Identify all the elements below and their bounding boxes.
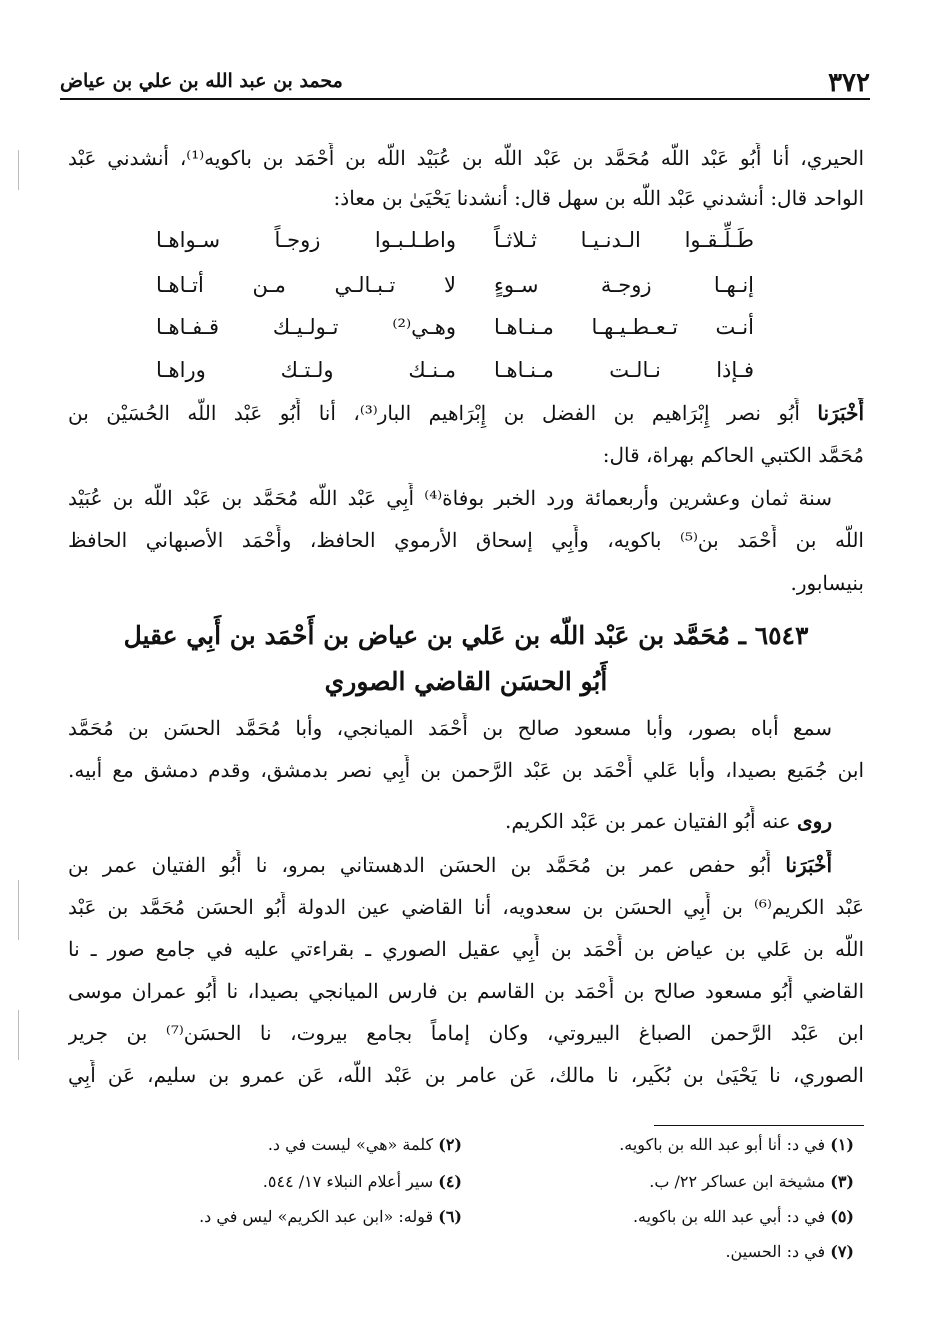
entry-body-line-1: سمع أباه بصور، وأبا مسعود صالح بن أَحْمَد الميانجي، وأبا مُحَمَّد الحسَن بن مُحَمَّد — [68, 716, 832, 740]
death-line-2: اللّه بن أَحْمَد بن⁽⁵⁾ باكويه، وأَبِي إسحاق الأرموي الحافظ، وأَحْمَد الأصبهاني الحافظ — [68, 528, 864, 552]
footnote-7 — [464, 1240, 854, 1264]
verse-first-hemistich: طَـلِّـقـوا الـدنـيـا ثـلاثـاً — [494, 228, 754, 252]
scan-margin-mark — [18, 150, 19, 190]
header-rule — [60, 98, 870, 100]
verse-second-hemistich: مـنـك ولـتـك وراهـا — [156, 358, 456, 382]
footnote-4 — [62, 1170, 462, 1194]
footnote-number: (٤) — [438, 1172, 462, 1191]
akhbarana-2-line-6: الصوري، نا يَحْيَىٰ بن بُكَير، نا مالك، عَن عامر بن عَبْد اللّه، عَن عمرو بن سليم، عَن أَبِي — [68, 1063, 864, 1087]
footnote-number: (٢) — [438, 1135, 462, 1154]
footnote-6 — [62, 1205, 462, 1229]
verse-second-hemistich: لا تـبـالـي مـن أتـاهـا — [156, 273, 456, 297]
footnote-number: (٦) — [438, 1207, 462, 1226]
akhbarana-1-line-2: مُحَمَّد الكتبي الحاكم بهراة، قال: — [602, 443, 864, 467]
footnote-5 — [464, 1205, 854, 1229]
page-header — [60, 60, 870, 100]
rawa-text: عنه أَبُو الفتيان عمر بن عَبْد الكريم. — [504, 809, 791, 833]
akhbarana-2-line-5: ابن عَبْد الرَّحمن الصباغ البيروتي، وكان إماماً بجامع بيروت، نا الحسَن⁽⁷⁾ بن جرير — [68, 1021, 864, 1045]
footnote-number: (١) — [830, 1135, 854, 1154]
verse-first-hemistich: أنـت تـعـطـيـهـا مـنـاهـا — [494, 315, 754, 339]
page-number: ٣٧٢ — [828, 68, 870, 98]
entry-title-line-2: أَبُو الحسَن القاضي الصوري — [324, 667, 608, 696]
intro-line-1: الحيري، أنا أَبُو عَبْد اللّه مُحَمَّد بن عَبْد اللّه بن عُبَيْد اللّه بن أَحْمَد بن باكويه⁽¹⁾، أنشدني عَبْد — [68, 146, 864, 170]
akhbarana-text: أَبُو نصر إِبْرَاهيم بن الفضل بن إِبْرَاهيم البار⁽³⁾، أنا أَبُو عَبْد اللّه الحُسَيْن بن — [68, 401, 800, 425]
footnote-number: (٣) — [830, 1172, 854, 1191]
akhbarana-keyword: أَخْبَرَنا — [785, 853, 832, 877]
akhbarana-text: أَبُو حفص عمر بن مُحَمَّد بن الحسَن الدهستاني بمرو، نا أَبُو الفتيان عمر بن — [68, 853, 772, 877]
akhbarana-2-line-2: عَبْد الكريم⁽⁶⁾ بن أَبِي الحسَن بن سعدويه، أنا القاضي عين الدولة أَبُو الحسَن مُحَمَّد بن عَبْد — [68, 895, 864, 919]
akhbarana-keyword: أَخْبَرَنا — [817, 401, 864, 425]
verse-second-hemistich: واطـلـبـوا زوجـاً سـواهـا — [156, 228, 456, 252]
footnote-number: (٧) — [830, 1242, 854, 1261]
footnote-text: قوله: «ابن عبد الكريم» ليس في د. — [199, 1207, 434, 1226]
akhbarana-1-line-1 — [68, 398, 864, 428]
akhbarana-2-line-3: اللّه بن عَلي بن عياض بن أَحْمَد بن أَبِي عقيل الصوري ـ بقراءتي عليه في جامع صور ـ نا — [68, 937, 864, 961]
scan-margin-mark — [18, 880, 19, 940]
akhbarana-2-line-4: القاضي أَبُو مسعود صالح بن أَحْمَد بن القاسم بن فارس الميانجي بصيدا، نا أَبُو عمران موسى — [68, 979, 864, 1003]
verse-first-hemistich: فـإذا نـالـت مـنـاهـا — [494, 358, 754, 382]
poem-verse-2 — [68, 270, 864, 300]
rawa-keyword: روى — [797, 809, 832, 833]
footnote-rule — [654, 1125, 864, 1126]
entry-title-line-1: ٦٥٤٣ ـ مُحَمَّد بن عَبْد اللّه بن عَلي بن عياض بن أَحْمَد بن أَبِي عقيل — [123, 621, 809, 650]
running-title: محمد بن عبد الله بن علي بن عياض — [60, 70, 343, 92]
footnote-text: كلمة «هي» ليست في د. — [267, 1135, 434, 1154]
footnote-3 — [464, 1170, 854, 1194]
intro-line-2: الواحد قال: أنشدني عَبْد اللّه بن سهل قال: أنشدنا يَحْيَىٰ بن معاذ: — [333, 186, 864, 210]
death-line-1: سنة ثمان وعشرين وأربعمائة ورد الخبر بوفاة⁽⁴⁾ أَبِي عَبْد اللّه مُحَمَّد بن عَبْد اللّه بن عُبَيْد — [68, 486, 832, 510]
footnote-number: (٥) — [830, 1207, 854, 1226]
footnote-text: مشيخة ابن عساكر ٢٢/ ب. — [649, 1172, 826, 1191]
rawa-line — [68, 806, 832, 836]
death-line-3: بنيسابور. — [790, 571, 864, 595]
footnote-text: سير أعلام النبلاء ١٧/ ٥٤٤. — [262, 1172, 434, 1191]
footnote-2 — [62, 1133, 462, 1157]
footnote-text: في د: الحسين. — [725, 1242, 826, 1261]
entry-body-line-2: ابن جُمَيع بصيدا، وأبا عَلي أَحْمَد بن عَبْد الرَّحمن بن أَبِي نصر بدمشق، وقدم دمشق مع أبيه. — [68, 758, 864, 782]
poem-verse-1 — [68, 225, 864, 255]
akhbarana-2-line-1 — [68, 850, 832, 880]
footnote-text: في د: أبي عبد الله بن باكويه. — [632, 1207, 826, 1226]
scan-margin-mark — [18, 1010, 19, 1060]
footnote-1 — [464, 1133, 854, 1157]
poem-verse-4 — [68, 355, 864, 385]
verse-second-hemistich: وهـي⁽²⁾ تـولـيـك قـفـاهـا — [156, 315, 456, 339]
verse-first-hemistich: إنـهـا زوجـة سـوءٍ — [494, 273, 754, 297]
poem-verse-3 — [68, 312, 864, 342]
footnote-text: في د: أنا أبو عبد الله بن باكويه. — [619, 1135, 826, 1154]
